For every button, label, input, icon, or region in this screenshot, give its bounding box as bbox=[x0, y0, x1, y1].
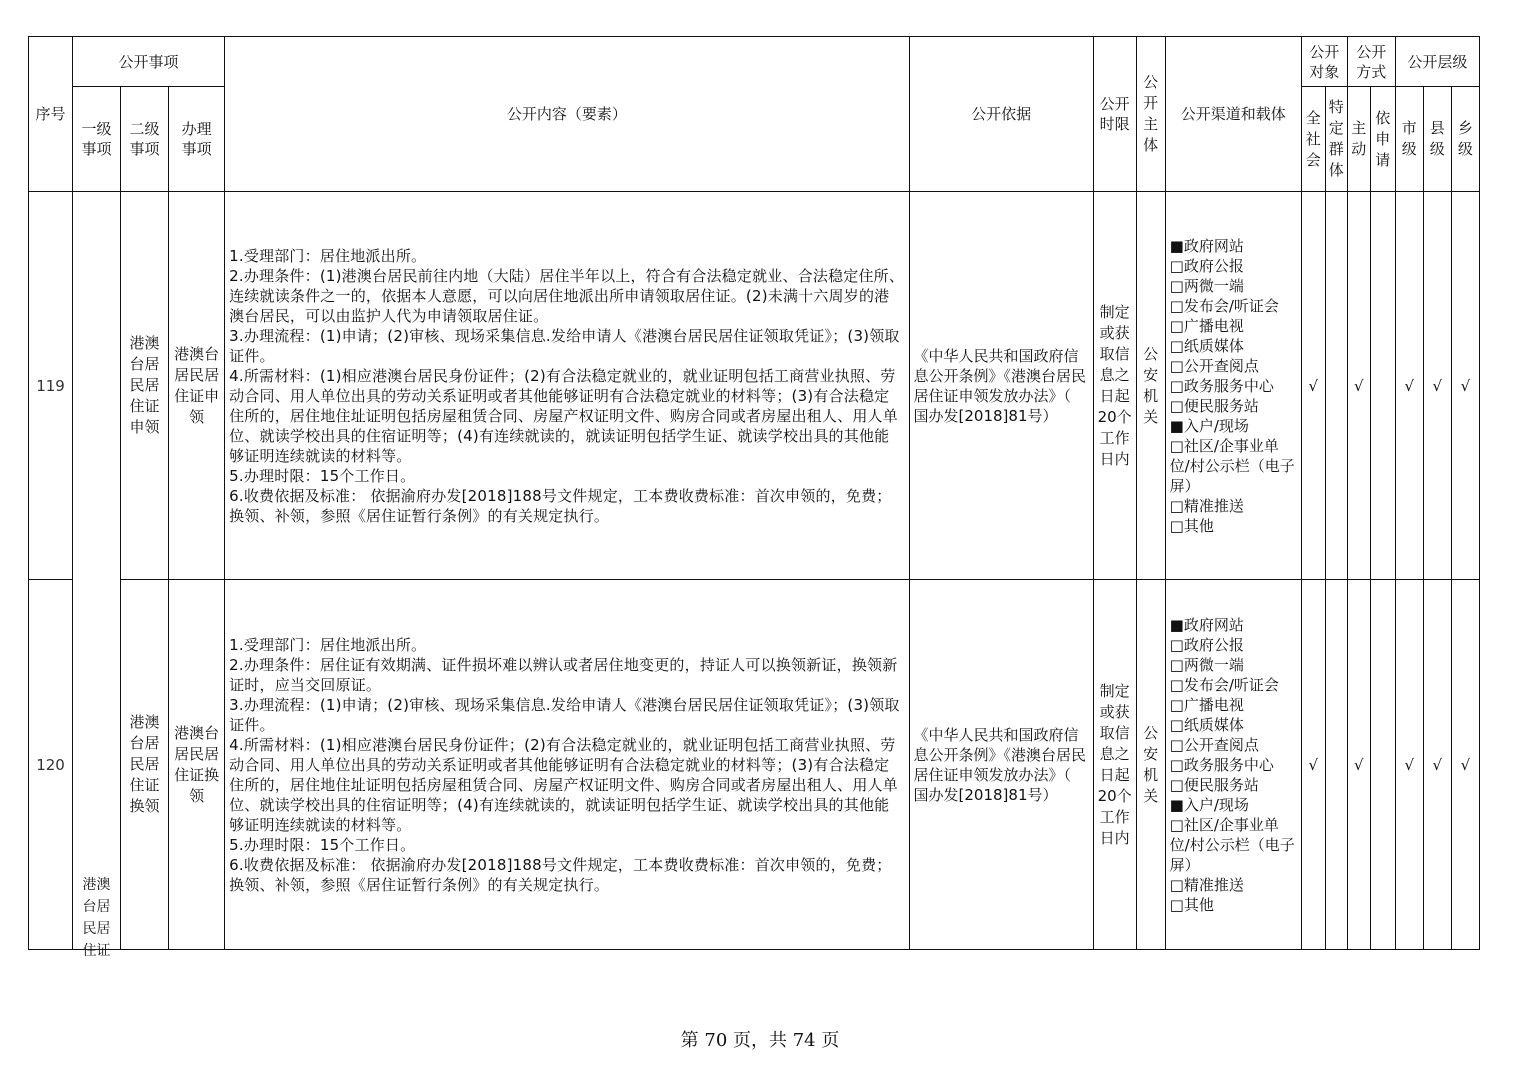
header-county: 县级 bbox=[1423, 87, 1451, 192]
content-line: 3.办理流程：(1)申请；(2)审核、现场采集信息.发给申请人《港澳台居民居住证领取凭证》；(3)领取证件。 bbox=[229, 695, 900, 734]
header-basis: 公开依据 bbox=[909, 37, 1093, 192]
header-level: 公开层级 bbox=[1395, 37, 1479, 87]
content-line: 2.办理条件：(1)港澳台居民前往内地（大陆）居住半年以上，符合有合法稳定就业、合法稳定住所、连续就读条件之一的，依据本人意愿，可以向居住地派出所申请领取居住证。(2)未满十六周岁的港澳台居民，可以由监护人代为申请领取居住证。 bbox=[229, 266, 905, 325]
content-line: 2.办理条件：居住证有效期满、证件损坏难以辨认或者居住地变更的，持证人可以换领新证，换领新证时，应当交回原证。 bbox=[229, 655, 898, 694]
content-cell bbox=[225, 192, 909, 580]
channel-item: □政府公报 bbox=[1169, 256, 1244, 275]
content-line: 5.办理时限：15个工作日。 bbox=[229, 466, 416, 485]
basis-cell: 《中华人民共和国政府信息公开条例》《港澳台居民居住证申领发放办法》（ 国办发[2018]81号） bbox=[909, 580, 1093, 950]
level2-cell: 港澳台居民居住证申领 bbox=[121, 192, 169, 580]
basis-cell: 《中华人民共和国政府信息公开条例》《港澳台居民居住证申领发放办法》（ 国办发[2018]81号） bbox=[909, 192, 1093, 580]
channel-item: □发布会/听证会 bbox=[1169, 296, 1279, 315]
specific-group-check bbox=[1325, 580, 1347, 950]
channel-item: □纸质媒体 bbox=[1169, 715, 1244, 734]
channel-item: □公开查阅点 bbox=[1169, 356, 1259, 375]
channel-item: □政务服务中心 bbox=[1169, 376, 1274, 395]
active-check: √ bbox=[1347, 192, 1370, 580]
content-line: 1.受理部门：居住地派出所。 bbox=[229, 635, 427, 654]
header-active: 主动 bbox=[1347, 87, 1370, 192]
header-whole-society: 全社会 bbox=[1301, 87, 1325, 192]
disclosure-table bbox=[28, 36, 1480, 959]
channel-item: □纸质媒体 bbox=[1169, 336, 1244, 355]
channel-item: □公开查阅点 bbox=[1169, 735, 1259, 754]
header-row-1 bbox=[29, 37, 1480, 87]
content-line: 5.办理时限：15个工作日。 bbox=[229, 835, 416, 854]
city-check: √ bbox=[1395, 192, 1423, 580]
level1-text: 港澳台居民居住证 bbox=[82, 877, 111, 959]
header-target: 公开对象 bbox=[1301, 37, 1347, 87]
on-request-check bbox=[1370, 580, 1395, 950]
header-city: 市级 bbox=[1395, 87, 1423, 192]
header-channels: 公开渠道和载体 bbox=[1165, 37, 1301, 192]
county-check: √ bbox=[1423, 192, 1451, 580]
header-content: 公开内容（要素） bbox=[225, 37, 909, 192]
channel-item: □便民服务站 bbox=[1169, 775, 1259, 794]
county-check: √ bbox=[1423, 580, 1451, 950]
channel-item: ■入户/现场 bbox=[1169, 416, 1249, 435]
time-limit-cell: 制定或获取信息之日起20个工作日内 bbox=[1093, 192, 1136, 580]
town-check: √ bbox=[1451, 580, 1479, 950]
channel-item: □精准推送 bbox=[1169, 496, 1244, 515]
town-check: √ bbox=[1451, 192, 1479, 580]
channels-cell bbox=[1165, 580, 1301, 950]
level1-cell bbox=[73, 192, 121, 959]
content-line: 6.收费依据及标准： 依据渝府办发[2018]188号文件规定，工本费收费标准：首次申领的，免费；换领、补领，参照《居住证暂行条例》的有关规定执行。 bbox=[229, 486, 892, 525]
channel-item: □政务服务中心 bbox=[1169, 755, 1274, 774]
channel-item: □精准推送 bbox=[1169, 875, 1244, 894]
channel-item: □社区/企事业单位/村公示栏（电子屏） bbox=[1169, 436, 1295, 495]
channel-item: □其他 bbox=[1169, 516, 1214, 535]
row-seq: 120 bbox=[29, 580, 73, 950]
content-line: 3.办理流程：(1)申请；(2)审核、现场采集信息.发给申请人《港澳台居民居住证领取凭证》；(3)领取证件。 bbox=[229, 326, 900, 365]
header-specific-group: 特定群体 bbox=[1325, 87, 1347, 192]
content-cell bbox=[225, 580, 909, 950]
content-line: 4.所需材料：(1)相应港澳台居民身份证件；(2)有合法稳定就业的，就业证明包括工商营业执照、劳动合同、用人单位出具的劳动关系证明或者其他能够证明有合法稳定就业的材料等；(3)有合法稳定住所的，居住地住址证明包括房屋租赁合同、房屋产权证明文件、购房合同或者房屋出租人、用人单位、就读学校出具的住宿证明等；(4)有连续就读的，就读证明包括学生证、就读学校出具的其他能够证明连续就读的材料等。 bbox=[229, 735, 898, 834]
content-line: 1.受理部门：居住地派出所。 bbox=[229, 246, 427, 265]
channel-item: □其他 bbox=[1169, 895, 1214, 914]
header-level2: 二级事项 bbox=[121, 87, 169, 192]
channel-item: ■政府网站 bbox=[1169, 615, 1244, 634]
specific-group-check bbox=[1325, 192, 1347, 580]
channel-item: ■入户/现场 bbox=[1169, 795, 1249, 814]
subject-cell: 公安机关 bbox=[1136, 192, 1165, 580]
city-check: √ bbox=[1395, 580, 1423, 950]
header-level1: 一级事项 bbox=[73, 87, 121, 192]
channel-item: □两微一端 bbox=[1169, 655, 1244, 674]
content-line: 4.所需材料：(1)相应港澳台居民身份证件；(2)有合法稳定就业的，就业证明包括工商营业执照、劳动合同、用人单位出具的劳动关系证明或者其他能够证明有合法稳定就业的材料等；(3)有合法稳定住所的，居住地住址证明包括房屋租赁合同、房屋产权证明文件、购房合同或者房屋出租人、用人单位、就读学校出具的住宿证明等；(4)有连续就读的，就读证明包括学生证、就读学校出具的其他能够证明连续就读的材料等。 bbox=[229, 366, 898, 465]
table-row bbox=[29, 580, 1480, 950]
channel-item: □政府公报 bbox=[1169, 635, 1244, 654]
row-seq: 119 bbox=[29, 192, 73, 580]
header-method: 公开方式 bbox=[1347, 37, 1395, 87]
whole-society-check: √ bbox=[1301, 192, 1325, 580]
channel-item: □广播电视 bbox=[1169, 695, 1244, 714]
channel-item: □便民服务站 bbox=[1169, 396, 1259, 415]
channel-item: □发布会/听证会 bbox=[1169, 675, 1279, 694]
handle-cell: 港澳台居民居住证换领 bbox=[169, 580, 225, 950]
on-request-check bbox=[1370, 192, 1395, 580]
whole-society-check: √ bbox=[1301, 580, 1325, 950]
table-row bbox=[29, 192, 1480, 580]
header-on-request: 依申请 bbox=[1370, 87, 1395, 192]
header-handle: 办理事项 bbox=[169, 87, 225, 192]
content-line: 6.收费依据及标准： 依据渝府办发[2018]188号文件规定，工本费收费标准：首次申领的，免费；换领、补领，参照《居住证暂行条例》的有关规定执行。 bbox=[229, 855, 892, 894]
header-time-limit: 公开时限 bbox=[1093, 37, 1136, 192]
channel-item: □广播电视 bbox=[1169, 316, 1244, 335]
header-subject: 公开主体 bbox=[1136, 37, 1165, 192]
handle-cell: 港澳台居民居住证申领 bbox=[169, 192, 225, 580]
active-check: √ bbox=[1347, 580, 1370, 950]
subject-cell: 公安机关 bbox=[1136, 580, 1165, 950]
channels-cell bbox=[1165, 192, 1301, 580]
header-items: 公开事项 bbox=[73, 37, 225, 87]
channel-item: □两微一端 bbox=[1169, 276, 1244, 295]
channel-item: ■政府网站 bbox=[1169, 236, 1244, 255]
page-footer: 第 70 页，共 74 页 bbox=[680, 1030, 840, 1051]
header-seq: 序号 bbox=[29, 37, 73, 192]
header-town: 乡级 bbox=[1451, 87, 1479, 192]
channel-item: □社区/企事业单位/村公示栏（电子屏） bbox=[1169, 815, 1295, 874]
level2-cell: 港澳台居民居住证换领 bbox=[121, 580, 169, 950]
time-limit-cell: 制定或获取信息之日起20个工作日内 bbox=[1093, 580, 1136, 950]
